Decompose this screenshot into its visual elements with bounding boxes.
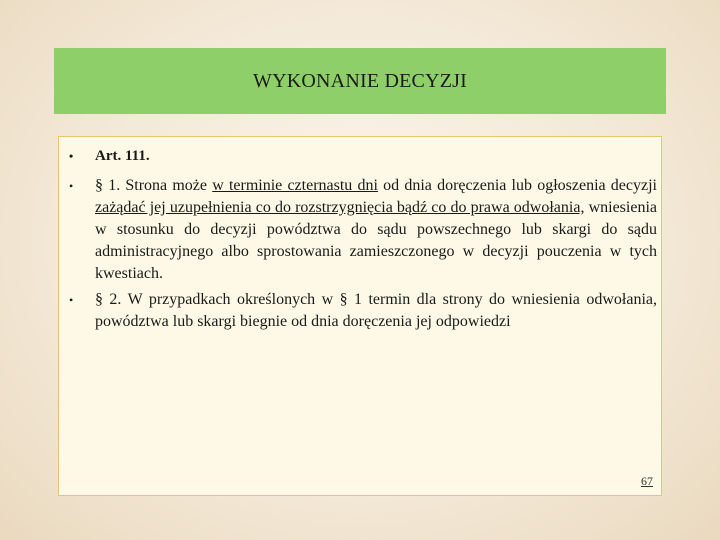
list-item-paragraph-1	[59, 175, 663, 285]
list-item-paragraph-2	[59, 289, 663, 333]
content-box	[58, 136, 662, 496]
paragraph-1-text-c: wniesienia w stosunku do decyzji powództwa do sądu powszechnego lub skargi do sądu administracyjnego albo sprostowania zamieszczonego w decyzji pouczenia w tych kwestiach.	[95, 199, 657, 282]
title-bar	[54, 48, 666, 114]
page-number: 67	[641, 474, 653, 488]
article-heading: Art. 111.	[95, 148, 150, 164]
paragraph-1-text-b: od dnia doręczenia lub ogłoszenia decyzji	[377, 177, 658, 194]
paragraph-1-underlined-a: w terminie czternastu dni	[212, 177, 378, 194]
paragraph-1-underlined-b: zażądać jej uzupełnienia co do rozstrzygnięcia bądź co do prawa odwołania,	[95, 199, 585, 216]
list-item-article	[59, 145, 663, 167]
paragraph-1-text-a: § 1. Strona może	[95, 177, 213, 194]
bullet-marker: •	[69, 149, 74, 163]
paragraph-2-text: § 2. W przypadkach określonych w § 1 termin dla strony do wniesienia odwołania, powództwa lub skargi biegnie od dnia doręczenia jej odpowiedzi	[95, 291, 657, 330]
slide-title: WYKONANIE DECYZJI	[253, 69, 467, 92]
bullet-marker: •	[69, 293, 74, 307]
bullet-marker: •	[69, 179, 74, 193]
bullet-list	[59, 145, 663, 337]
